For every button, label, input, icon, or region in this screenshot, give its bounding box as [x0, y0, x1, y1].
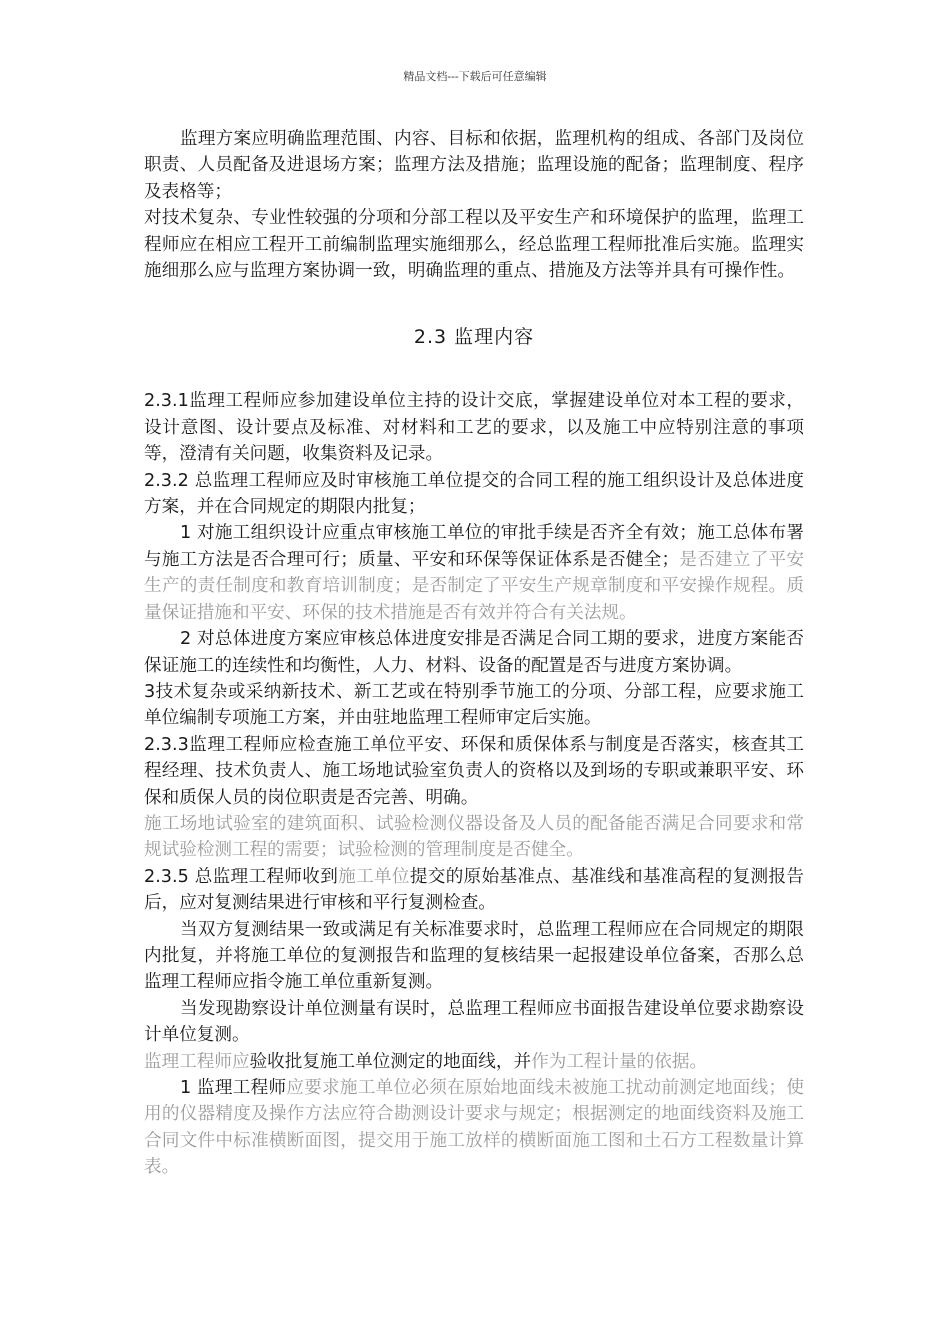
item-1-text: 1 对施工组织设计应重点审核施工单位的审批手续是否齐全有效；施工总体布署与施工方法是否合理可行；质量、平安和环保等保证体系是否健全；	[144, 523, 804, 570]
paragraph-2-3-2-item-2: 2 对总体进度方案应审核总体进度安排是否满足合同工期的要求，进度方案能否保证施工的连续性和均衡性，人力、材料、设备的配置是否与进度方案协调。	[144, 629, 804, 676]
p235-text-a: 2.3.5 总监理工程师收到	[144, 866, 339, 887]
paragraph-2-3-1: 2.3.1监理工程师应参加建设单位主持的设计交底，掌握建设单位对本工程的要求，设计意图、设计要点及标准、对材料和工艺的要求，以及施工中应特别注意的事项等，澄清有关问题，收集资料及记录。	[144, 391, 804, 465]
paragraph-2-3-5	[144, 864, 804, 917]
paragraph-2-3-6	[144, 1049, 804, 1075]
paragraph-supervision-plan: 监理方案应明确监理范围、内容、目标和依据，监理机构的组成、各部门及岗位职责、人员配备及进退场方案；监理方法及措施；监理设施的配备；监理制度、程序及表格等；	[144, 129, 804, 202]
p236-text-c: 作为工程计量的依据。	[531, 1051, 708, 1072]
paragraph-implementation-rules: 对技术复杂、专业性较强的分项和分部工程以及平安生产和环境保护的监理，监理工程师应在相应工程开工前编制监理实施细那么，经总监理工程师批准后实施。监理实施细那么应与监理方案协调一致，明确监理的重点、措施及方法等并具有可操作性。	[144, 208, 804, 282]
p236-text-b: 验收批复施工单位测定的地面线，并	[249, 1051, 532, 1072]
paragraph-2-3-3-lab: 施工场地试验室的建筑面积、试验检测仪器设备及人员的配备能否满足合同要求和常规试验检测工程的需要；试验检测的管理制度是否健全。	[144, 813, 804, 861]
section-title: 2.3 监理内容	[413, 326, 535, 349]
p235-text-b: 施工单位	[338, 866, 410, 887]
paragraph-2-3-5-survey-error: 当发现勘察设计单位测量有误时，总监理工程师应书面报告建设单位要求勘察设计单位复测。	[144, 998, 804, 1046]
p236-1-text-b: 应要求施工单位必须在原始地面线未被施工扰动前测定地面线；使用的仪器精度及操作方法应符合勘测设计要求与规定；根据测定的地面线资料及施工合同文件中标准横断面图，提交用于施工放样的横断面施工图和土石方工程数量计算表。	[144, 1078, 804, 1178]
p236-text-a: 监理工程师应	[144, 1051, 250, 1072]
paragraph-2-3-5-approval: 当双方复测结果一致或满足有关标准要求时，总监理工程师应在合同规定的期限内批复，并将施工单位的复测报告和监理的复核结果一起报建设单位备案，否那么总监理工程师应指令施工单位重新复测。	[144, 919, 804, 993]
paragraph-2-3-2-item-1	[144, 520, 804, 626]
paragraph-2-3-2: 2.3.2 总监理工程师应及时审核施工单位提交的合同工程的施工组织设计及总体进度方案，并在合同规定的期限内批复；	[144, 470, 804, 518]
document-body	[144, 126, 804, 1181]
item-1-gray-text: 是否建立了平安生产的责任制度和教育培训制度；是否制定了平安生产规章制度和平安操作规程。质量保证措施和平安、环保的技术措施是否有效并符合有关法规。	[144, 549, 804, 623]
page-header: 精品文档---下载后可任意编辑	[403, 70, 547, 83]
p235-text-c: 提交的原始基准点、基准线和基准高程的复测报告后，应对复测结果进行审核和平行复测检查。	[144, 866, 804, 914]
paragraph-2-3-6-item-1	[144, 1075, 804, 1181]
paragraph-2-3-2-item-3: 3技术复杂或采纳新技术、新工艺或在特别季节施工的分项、分部工程，应要求施工单位编制专项施工方案，并由驻地监理工程师审定后实施。	[144, 681, 804, 729]
paragraph-2-3-3: 2.3.3监理工程师应检查施工单位平安、环保和质保体系与制度是否落实，核查其工程经理、技术负责人、施工场地试验室负责人的资格以及到场的专职或兼职平安、环保和质保人员的岗位职责是否完善、明确。	[144, 734, 804, 808]
p236-1-text-a: 1 监理工程师	[180, 1078, 287, 1098]
